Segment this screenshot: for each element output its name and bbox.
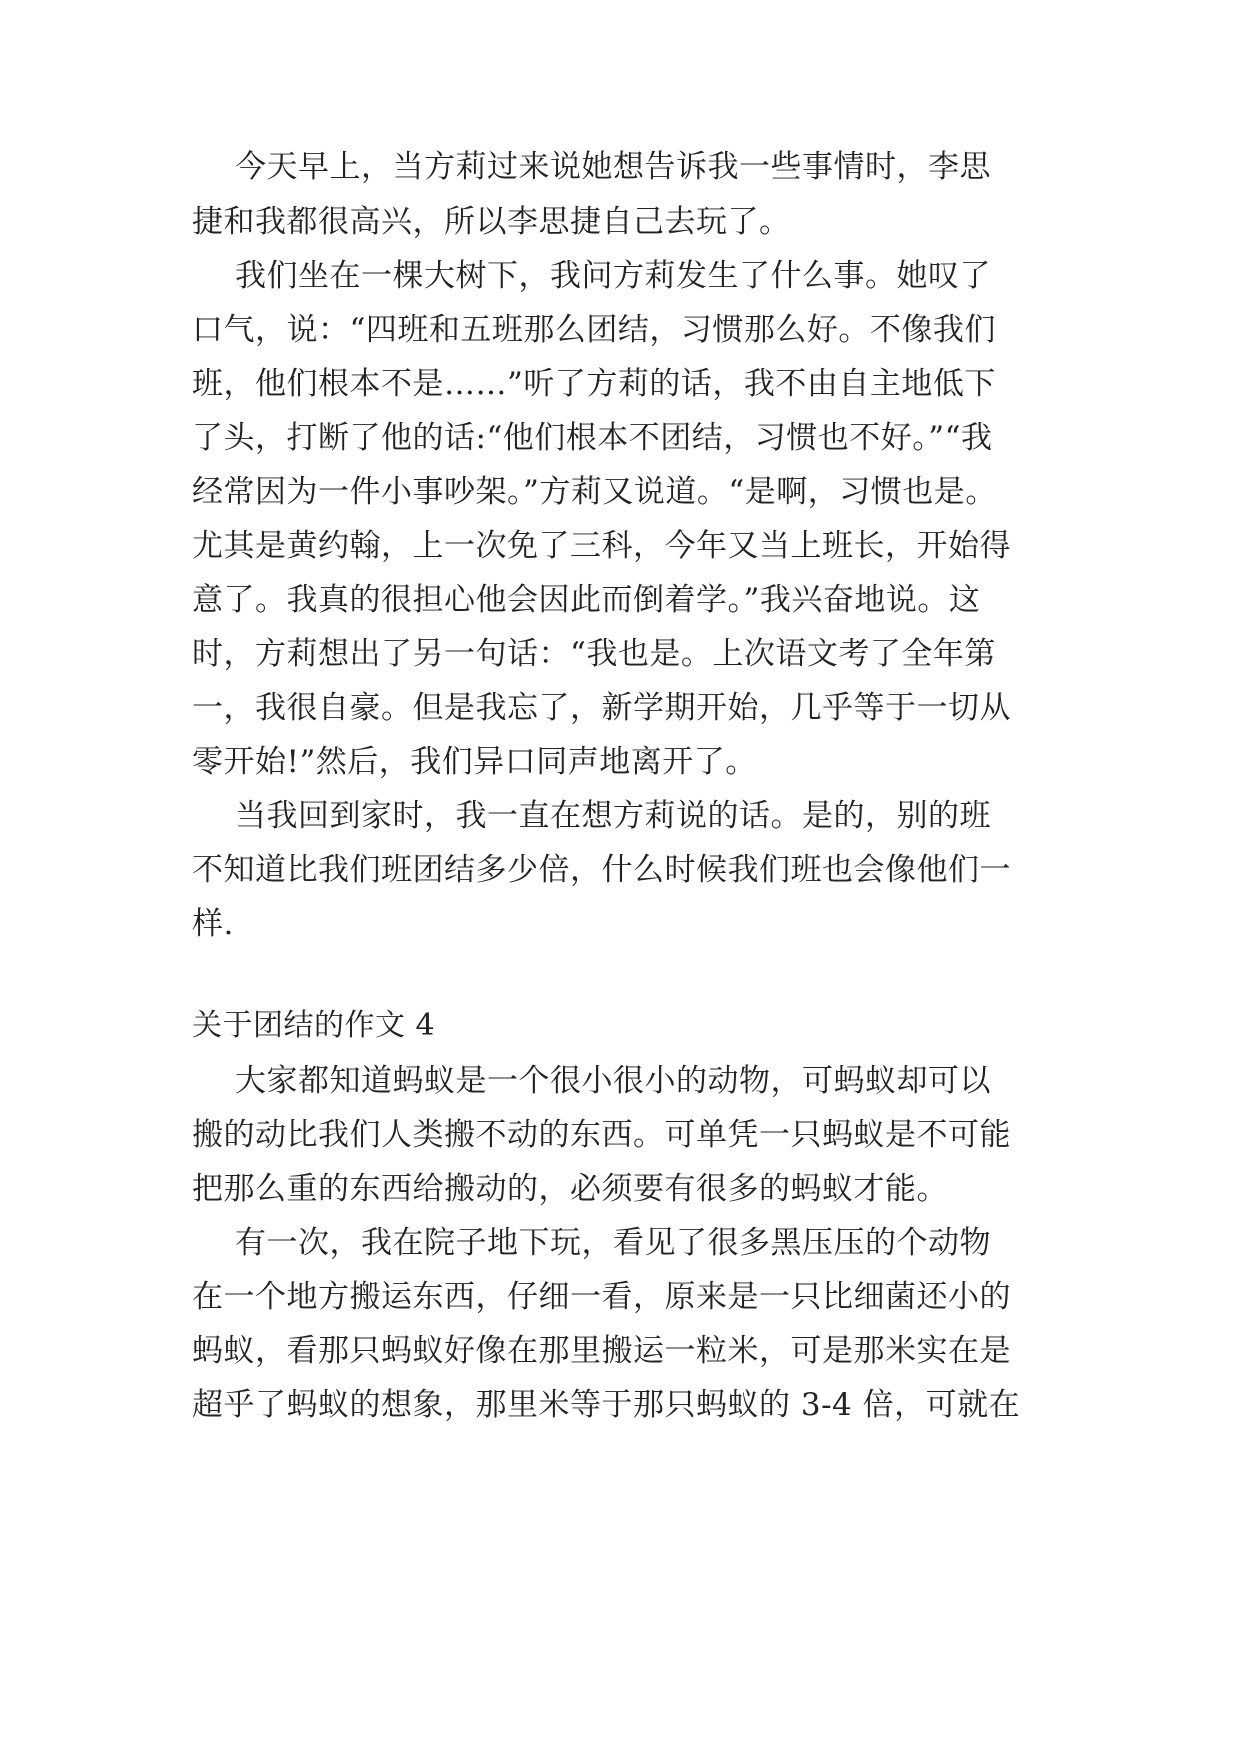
- text-line: 蚂蚁，看那只蚂蚁好像在那里搬运一粒米，可是那米实在是: [192, 1333, 1011, 1369]
- text-line: 了头，打断了他的话:“他们根本不团结，习惯也不好。”“我: [192, 420, 993, 456]
- text-line: 样.: [192, 906, 234, 942]
- text-line: 捷和我都很高兴，所以李思捷自己去玩了。: [192, 204, 791, 240]
- text-line: 时，方莉想出了另一句话：“我也是。上次语文考了全年第: [192, 636, 996, 672]
- text-line: 经常因为一件小事吵架。”方莉又说道。“是啊，习惯也是。: [192, 474, 997, 510]
- text-line: 在一个地方搬运东西，仔细一看，原来是一只比细菌还小的: [192, 1279, 1011, 1315]
- text-line: 班，他们根本不是……”听了方莉的话，我不由自主地低下: [192, 366, 996, 402]
- text-line: 尤其是黄约翰，上一次免了三科，今年又当上班长，开始得: [192, 528, 1011, 564]
- text-line: 口气，说：“四班和五班那么团结，习惯那么好。不像我们: [192, 312, 996, 348]
- text-line: 超乎了蚂蚁的想象，那里米等于那只蚂蚁的 3-4 倍，可就在: [192, 1387, 1021, 1423]
- text-line: 搬的动比我们人类搬不动的东西。可单凭一只蚂蚁是不可能: [192, 1117, 1011, 1153]
- text-line: 不知道比我们班团结多少倍，什么时候我们班也会像他们一: [192, 852, 1011, 888]
- text-line: 当我回到家时，我一直在想方莉说的话。是的，别的班: [235, 798, 991, 834]
- text-line: 我们坐在一棵大树下，我问方莉发生了什么事。她叹了: [235, 258, 991, 294]
- text-line: 大家都知道蚂蚁是一个很小很小的动物，可蚂蚁却可以: [235, 1063, 991, 1099]
- text-line: 零开始!”然后，我们异口同声地离开了。: [192, 744, 757, 780]
- text-line: 今天早上，当方莉过来说她想告诉我一些事情时，李思: [235, 149, 991, 185]
- text-line: 一，我很自豪。但是我忘了，新学期开始，几乎等于一切从: [192, 690, 1011, 726]
- section-heading: 关于团结的作文 4: [192, 1008, 436, 1043]
- text-line: 意了。我真的很担心他会因此而倒着学。”我兴奋地说。这: [192, 582, 981, 618]
- text-line: 有一次，我在院子地下玩，看见了很多黑压压的个动物: [235, 1225, 991, 1261]
- text-line: 把那么重的东西给搬动的，必须要有很多的蚂蚁才能。: [192, 1171, 948, 1207]
